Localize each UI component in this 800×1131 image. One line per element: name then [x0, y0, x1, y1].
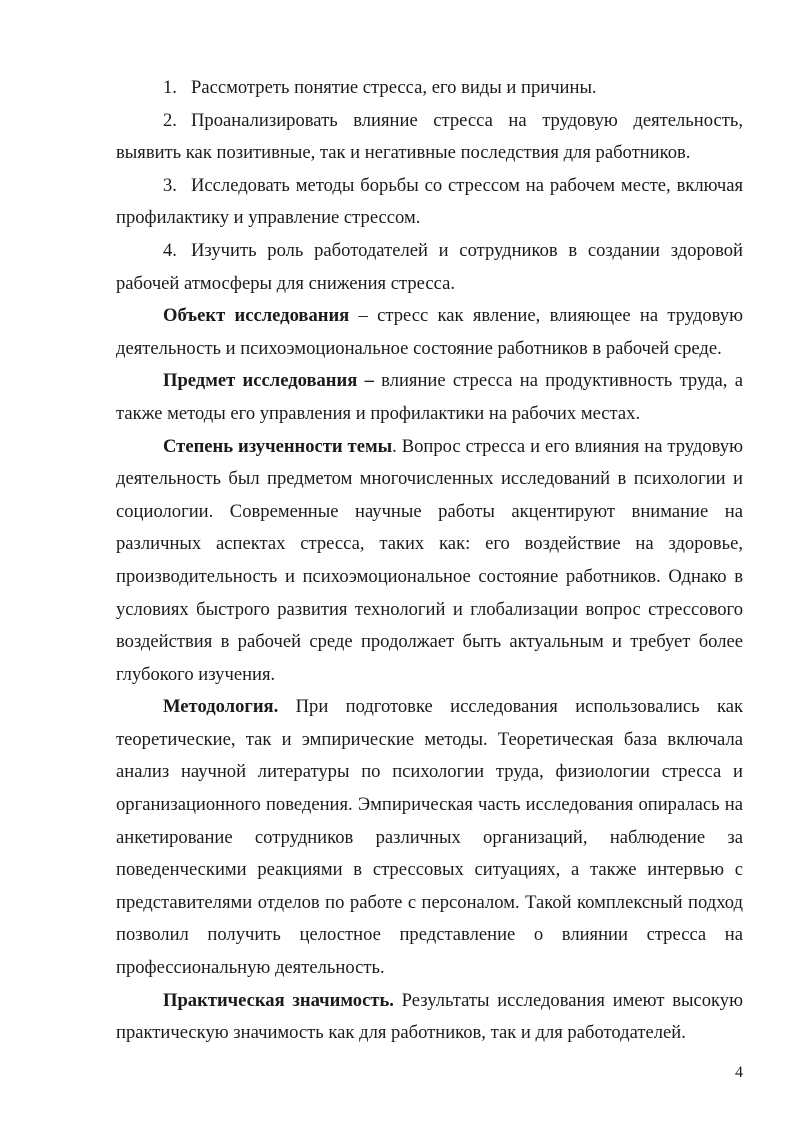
- object-text: – стресс как явление, влияющее на трудовую деятельность и психоэмоциональное состояние работников в рабочей среде.: [116, 305, 743, 359]
- methodology-paragraph: [116, 691, 743, 984]
- subject-paragraph: [116, 365, 743, 430]
- practical-paragraph: [116, 985, 743, 1050]
- subject-heading: Предмет исследования –: [163, 370, 374, 392]
- task-number: 3.: [163, 174, 177, 196]
- task-text: Проанализировать влияние стресса на трудовую деятельность, выявить как позитивные, так и негативные последствия для работников.: [116, 109, 743, 164]
- methodology-heading: Методология.: [163, 696, 279, 718]
- practical-heading: Практическая значимость.: [163, 989, 394, 1011]
- task-item-4: [116, 235, 743, 300]
- page-number: 4: [735, 1064, 743, 1081]
- practical-text: Результаты исследования имеют высокую практическую значимость как для работников, так и для работодателей.: [116, 989, 743, 1044]
- subject-text: влияние стресса на продуктивность труда, а также методы его управления и профилактики на рабочих местах.: [116, 370, 743, 424]
- object-paragraph: [116, 300, 743, 365]
- task-item-3: [116, 170, 743, 235]
- degree-paragraph: [116, 431, 743, 692]
- task-number: 2.: [163, 109, 177, 131]
- degree-heading: Степень изученности темы: [163, 435, 393, 457]
- task-item-1: [116, 72, 743, 105]
- body-text: [116, 72, 743, 1050]
- degree-text: . Вопрос стресса и его влияния на трудовую деятельность был предметом многочисленных исследований в психологии и социологии. Современные научные работы акцентируют внимание на различных аспектах стресса, таких как: его воздействие на здоровье, производительность и психоэмоциональное состояние работников. Однако в условиях быстрого развития технологий и глобализации вопрос стрессового воздействия в рабочей среде продолжает быть актуальным и требует более глубокого изучения.: [116, 435, 743, 685]
- task-text: Рассмотреть понятие стресса, его виды и причины.: [191, 77, 597, 98]
- task-item-2: [116, 105, 743, 170]
- task-text: Изучить роль работодателей и сотрудников в создании здоровой рабочей атмосферы для снижения стресса.: [116, 239, 743, 294]
- object-heading: Объект исследования: [163, 305, 350, 327]
- task-number: 1.: [163, 77, 177, 98]
- methodology-text: При подготовке исследования использовались как теоретические, так и эмпирические методы. Теоретическая база включала анализ научной литературы по психологии труда, физиологии стресса и организационного поведения. Эмпирическая часть исследования опиралась на анкетирование сотрудников различных организаций, наблюдение за поведенческими реакциями в стрессовых ситуациях, а также интервью с представителями отделов по работе с персоналом. Такой комплексный подход позволил получить целостное представление о влиянии стресса на профессиональную деятельность.: [116, 696, 743, 979]
- task-text: Исследовать методы борьбы со стрессом на рабочем месте, включая профилактику и управление стрессом.: [116, 174, 743, 229]
- task-number: 4.: [163, 239, 177, 261]
